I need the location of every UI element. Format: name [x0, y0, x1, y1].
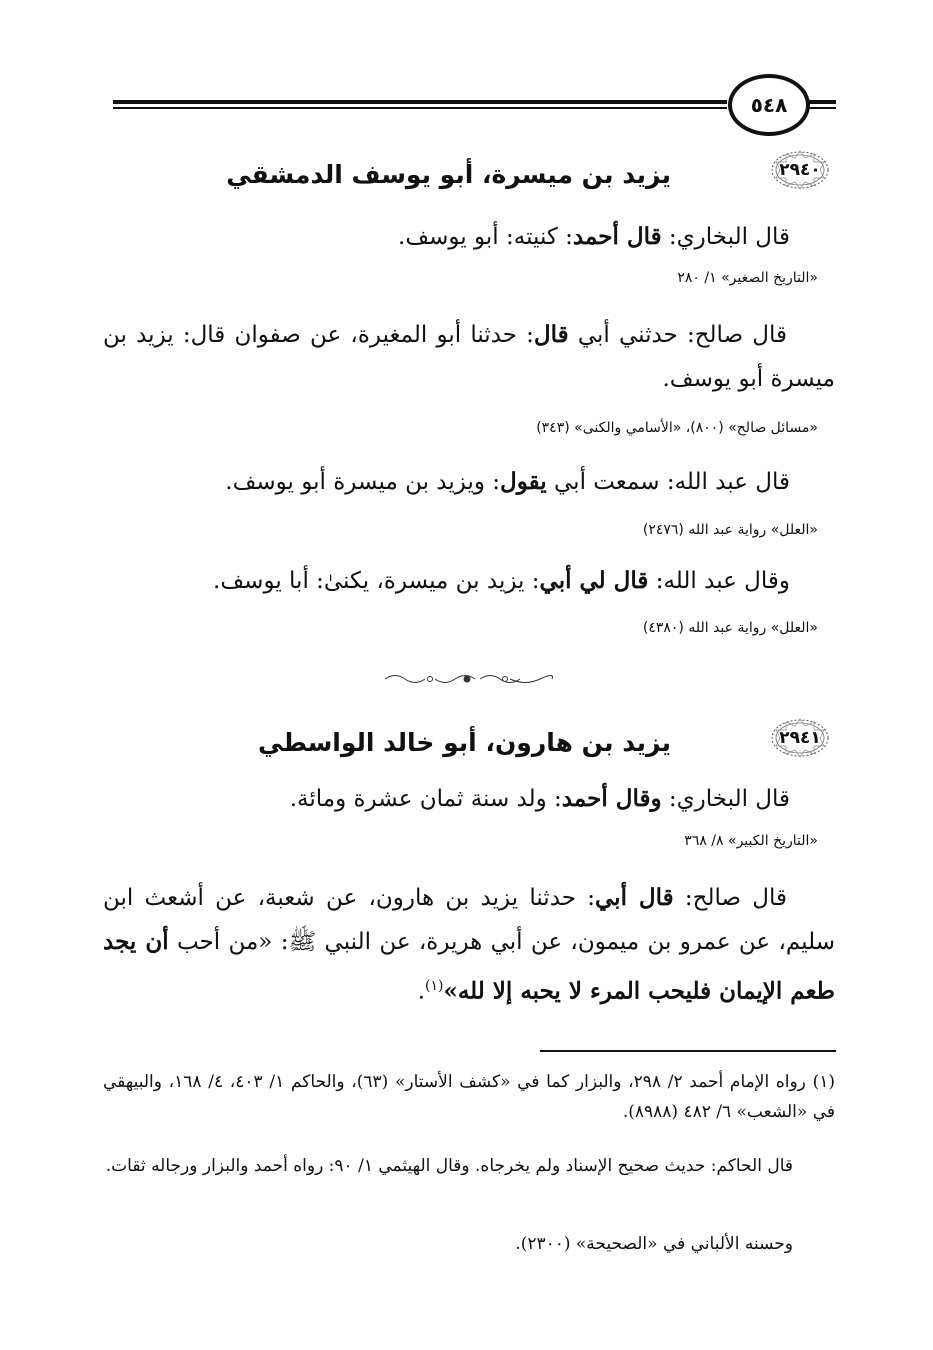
- entry-number-rosette: [770, 718, 830, 758]
- entry-title: يزيد بن هارون، أبو خالد الواسطي: [258, 728, 671, 757]
- source-citation: «التاريخ الكبير» ٨/ ٣٦٨: [684, 833, 818, 849]
- footnote: وحسنه الألباني في «الصحيحة» (٢٣٠٠).: [515, 1234, 793, 1254]
- paragraph: قال صالح: قال أبي: حدثنا يزيد بن هارون، عن شعبة، عن أشعث ابن سليم، عن عمرو بن ميمون، عن أبي هريرة، عن النبي ﷺ: «من أحب أن يجد طعم الإيمان فليحب المرء لا يحبه إلا لله»$^{(١)}$.: [103, 884, 835, 1005]
- footnote: (١) رواه الإمام أحمد ٢/ ٢٩٨، والبزار كما في «كشف الأستار» (٦٣)، والحاكم ١/ ٤٠٣، ٤/ ١٦٨، والبيهقي في «الشعب» ٦/ ٤٨٢ (٨٩٨٨).: [103, 1072, 835, 1122]
- source-citation: «مسائل صالح» (٨٠٠)، «الأسامي والكنى» (٣٤٣): [536, 420, 818, 436]
- footnote: قال الحاكم: حديث صحيح الإسناد ولم يخرجاه. وقال الهيثمي ١/ ٩٠: رواه أحمد والبزار ورجاله ثقات.: [105, 1156, 793, 1176]
- entry-number: ٢٩٤١: [779, 728, 821, 748]
- section-divider-ornament: [380, 670, 555, 688]
- paragraph: قال صالح: حدثني أبي قال: حدثنا أبو المغيرة، عن صفوان قال: يزيد بن ميسرة أبو يوسف.: [103, 321, 835, 392]
- source-citation: «التاريخ الصغير» ١/ ٢٨٠: [677, 270, 818, 286]
- paragraph: قال البخاري: وقال أحمد: ولد سنة ثمان عشرة ومائة.: [289, 785, 790, 812]
- header-rule-thin: [113, 107, 727, 109]
- paragraph: قال عبد الله: سمعت أبي يقول: ويزيد بن ميسرة أبو يوسف.: [225, 468, 790, 495]
- entry-number-rosette: [770, 150, 830, 190]
- entry-number: ٢٩٤٠: [779, 160, 821, 180]
- source-citation: «العلل» رواية عبد الله (٢٤٧٦): [642, 522, 818, 538]
- page-number: ٥٤٨: [728, 74, 810, 136]
- paragraph: وقال عبد الله: قال لي أبي: يزيد بن ميسرة، يكنىٰ: أبا يوسف.: [213, 567, 790, 594]
- paragraph: قال البخاري: قال أحمد: كنيته: أبو يوسف.: [398, 223, 790, 250]
- source-citation: «العلل» رواية عبد الله (٤٣٨٠): [642, 620, 818, 636]
- entry-title: يزيد بن ميسرة، أبو يوسف الدمشقي: [226, 160, 671, 189]
- header-rule-thick: [113, 100, 727, 104]
- footnote-rule: [540, 1050, 836, 1052]
- header-rule-right-thin: [806, 107, 836, 109]
- header-rule-right: [806, 100, 836, 104]
